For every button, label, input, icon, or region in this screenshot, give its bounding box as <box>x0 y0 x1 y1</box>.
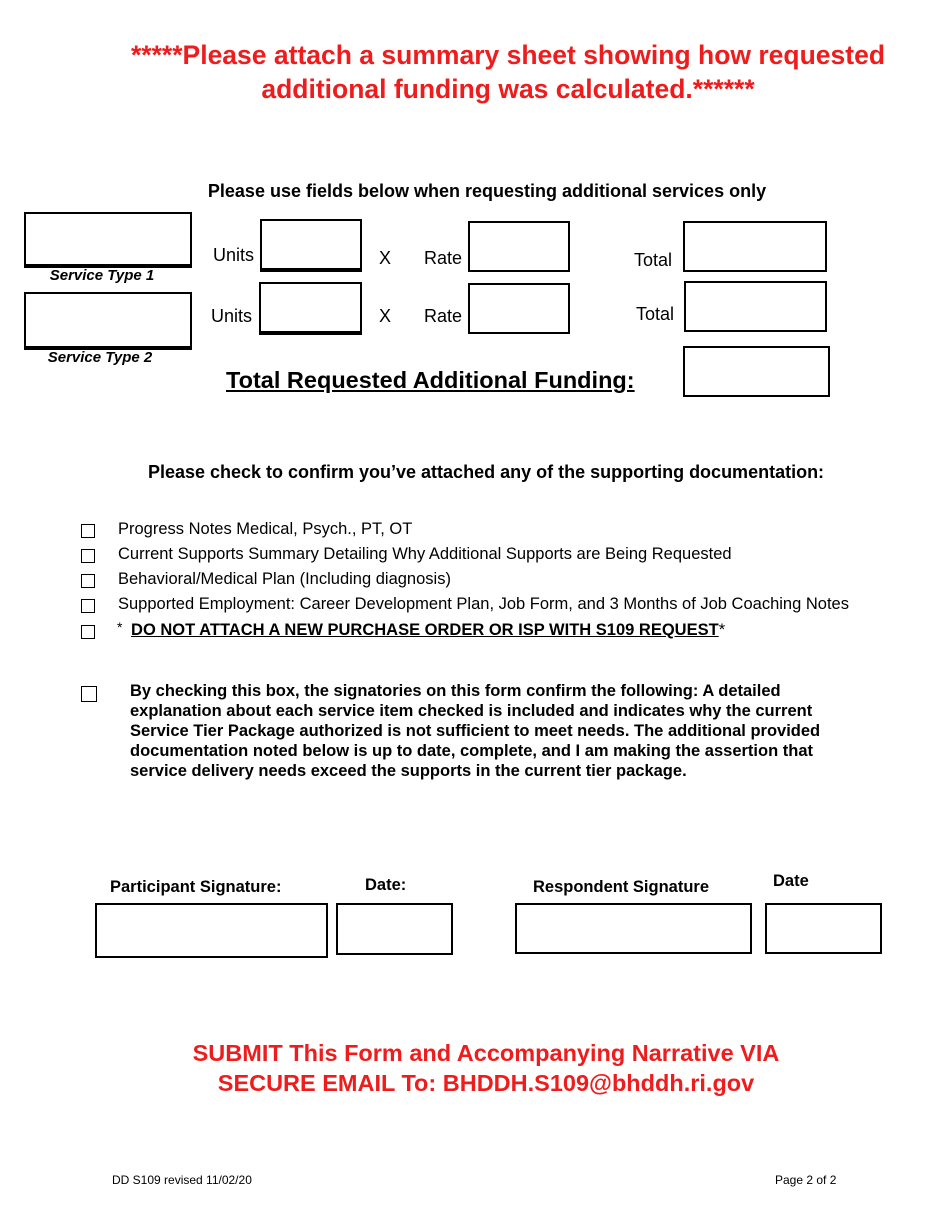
respondent-date-label: Date <box>773 872 809 890</box>
doc-warning <box>117 619 725 640</box>
confirmation-line: documentation noted below is up to date, complete, and I am making the assertion that <box>130 742 814 760</box>
rate-label-1: Rate <box>424 248 463 268</box>
confirmation-line: service delivery needs exceed the supports in the current tier package. <box>130 762 687 780</box>
doc-item-supported-employment: Supported Employment: Career Development Plan, Job Form, and 3 Months of Job Coaching Notes <box>118 595 849 613</box>
participant-signature-label: Participant Signature: <box>110 878 282 896</box>
confirmation-text <box>130 681 850 781</box>
total-label-2: Total <box>636 304 675 324</box>
units-label-1: Units <box>213 245 255 265</box>
doc-checkbox-warning[interactable] <box>81 625 95 639</box>
attach-summary-note-line2: additional funding was calculated.****** <box>261 74 755 104</box>
doc-item-supports-summary: Current Supports Summary Detailing Why Additional Supports are Being Requested <box>118 545 732 563</box>
attach-summary-note-line1: *****Please attach a summary sheet showing how requested <box>130 40 886 70</box>
doc-item-behavioral-plan: Behavioral/Medical Plan (Including diagnosis) <box>118 570 451 588</box>
documentation-heading: Please check to confirm you’ve attached any of the supporting documentation: <box>147 462 825 482</box>
doc-checkbox-supported-employment[interactable] <box>81 599 95 613</box>
service-type-1-caption: Service Type 1 <box>49 267 155 284</box>
doc-checkbox-behavioral-plan[interactable] <box>81 574 95 588</box>
rate-field-2[interactable] <box>468 283 570 334</box>
units-label-2: Units <box>211 306 253 326</box>
confirmation-checkbox[interactable] <box>81 686 97 702</box>
submit-line1: SUBMIT This Form and Accompanying Narrative VIA <box>192 1040 780 1066</box>
total-funding-field[interactable] <box>683 346 830 397</box>
confirmation-line: explanation about each service item checked is included and indicates why the current <box>130 702 813 720</box>
warning-prefix: * <box>117 619 123 635</box>
confirmation-line: Service Tier Package authorized is not sufficient to meet needs. The additional provided <box>130 722 821 740</box>
rate-label-2: Rate <box>424 306 463 326</box>
warning-suffix: * <box>718 621 726 639</box>
rate-field-1[interactable] <box>468 221 570 272</box>
respondent-signature-field[interactable] <box>515 903 752 954</box>
total-field-2[interactable] <box>684 281 827 332</box>
total-funding-label: Total Requested Additional Funding: <box>226 367 635 393</box>
service-type-1-field[interactable] <box>24 212 192 266</box>
submit-instructions <box>0 1038 950 1098</box>
warning-text: DO NOT ATTACH A NEW PURCHASE ORDER OR ISP WITH S109 REQUEST <box>131 621 719 639</box>
doc-checkbox-supports-summary[interactable] <box>81 549 95 563</box>
respondent-date-field[interactable] <box>765 903 882 954</box>
times-sign-1: X <box>379 248 392 268</box>
total-field-1[interactable] <box>683 221 827 272</box>
times-sign-2: X <box>379 306 392 326</box>
confirmation-line: By checking this box, the signatories on this form confirm the following: A detailed <box>130 682 781 700</box>
units-field-2[interactable] <box>259 282 362 333</box>
respondent-signature-label: Respondent Signature <box>533 878 710 896</box>
doc-item-progress-notes: Progress Notes Medical, Psych., PT, OT <box>118 520 413 538</box>
participant-signature-field[interactable] <box>95 903 328 958</box>
units-field-1[interactable] <box>260 219 362 270</box>
service-type-2-field[interactable] <box>24 292 192 348</box>
services-heading: Please use fields below when requesting additional services only <box>207 181 767 201</box>
revision-label: DD S109 revised 11/02/20 <box>112 1173 252 1187</box>
page-number: Page 2 of 2 <box>775 1173 837 1187</box>
submit-line2: SECURE EMAIL To: BHDDH.S109@bhddh.ri.gov <box>217 1070 755 1096</box>
total-label-1: Total <box>634 250 673 270</box>
service-type-2-caption: Service Type 2 <box>47 349 153 366</box>
participant-date-label: Date: <box>365 876 407 894</box>
doc-checkbox-progress-notes[interactable] <box>81 524 95 538</box>
attach-summary-note <box>0 38 950 106</box>
participant-date-field[interactable] <box>336 903 453 955</box>
